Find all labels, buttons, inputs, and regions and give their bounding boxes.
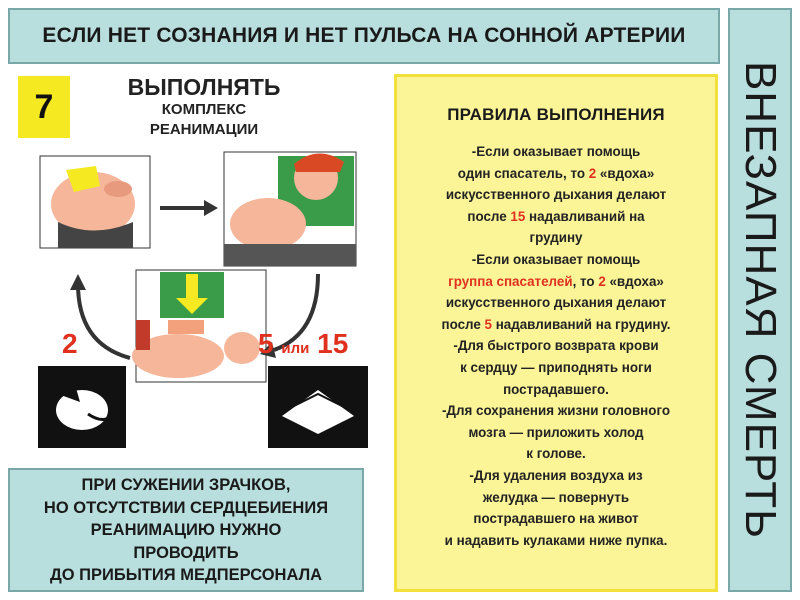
arrow-right-icon bbox=[160, 200, 218, 216]
step-subtitle-2: РЕАНИМАЦИИ bbox=[149, 121, 259, 138]
bottom-note-line: ДО ПРИБЫТИЯ МЕДПЕРСОНАЛА bbox=[49, 566, 323, 584]
compression-count bbox=[258, 328, 348, 360]
chest-compression-panel bbox=[132, 270, 266, 382]
compression-icon bbox=[268, 366, 368, 448]
header-banner bbox=[8, 8, 720, 64]
step-title bbox=[72, 74, 336, 140]
step-title-main: ВЫПОЛНЯТЬ bbox=[127, 74, 281, 100]
step-number-badge bbox=[18, 76, 70, 138]
resuscitation-illustration bbox=[18, 144, 388, 456]
rule-line: и надавить кулаками ниже пупка. bbox=[444, 532, 668, 548]
rule-line: к сердцу — приподнять ноги bbox=[460, 359, 652, 375]
compression-count-b: 15 bbox=[317, 328, 349, 359]
bottom-note-line: РЕАНИМАЦИЮ НУЖНО bbox=[90, 521, 282, 539]
rule-line: после 5 надавливаний на грудину. bbox=[441, 316, 671, 332]
rule-line: пострадавшего на живот bbox=[473, 511, 639, 527]
rule-line: желудка — повернуть bbox=[482, 489, 630, 505]
header-title: ЕСЛИ НЕТ СОЗНАНИЯ И НЕТ ПУЛЬСА НА СОННОЙ АРТЕРИИ bbox=[42, 24, 686, 47]
rule-line: -Для удаления воздуха из bbox=[469, 467, 643, 483]
breath-icon bbox=[38, 366, 126, 448]
rule-line: мозга — приложить холод bbox=[468, 424, 644, 440]
rule-line: -Если оказывает помощь bbox=[471, 144, 641, 159]
arrow-curve-left-icon bbox=[78, 284, 130, 358]
step-subtitle-1: КОМПЛЕКС bbox=[161, 101, 247, 118]
breath-count: 2 bbox=[62, 328, 78, 359]
rule-line: -Если оказывает помощь bbox=[471, 251, 641, 267]
bottom-note-line: ПРОВОДИТЬ bbox=[133, 543, 239, 562]
rule-line: -Для сохранения жизни головного bbox=[441, 403, 671, 419]
rules-body bbox=[397, 141, 715, 551]
compression-or: или bbox=[281, 340, 310, 357]
rule-line: искусственного дыхания делают bbox=[445, 295, 667, 311]
rules-title: ПРАВИЛА ВЫПОЛНЕНИЯ bbox=[447, 105, 665, 124]
rule-line: искусственного дыхания делают bbox=[445, 187, 667, 203]
rule-line: группа спасателей, то 2 «вдоха» bbox=[448, 273, 664, 289]
rule-line: к голове. bbox=[526, 446, 586, 462]
step-number: 7 bbox=[34, 87, 54, 126]
bottom-note-line: ПРИ СУЖЕНИИ ЗРАЧКОВ, bbox=[81, 476, 291, 494]
bottom-note bbox=[8, 468, 364, 592]
compression-count-a: 5 bbox=[258, 328, 274, 359]
rule-line: после 15 надавливаний на bbox=[467, 208, 645, 224]
rules-panel bbox=[394, 74, 718, 592]
rule-line: -Для быстрого возврата крови bbox=[453, 338, 659, 354]
rule-line: грудину bbox=[529, 230, 583, 246]
rule-line: пострадавшего. bbox=[503, 381, 609, 397]
rule-line: один спасатель, то 2 «вдоха» bbox=[457, 165, 655, 181]
rescue-breath-panel bbox=[40, 156, 150, 248]
bottom-note-line: НО ОТСУТСТВИИ СЕРДЦЕБИЕНИЯ bbox=[43, 498, 329, 517]
side-title: ВНЕЗАПНАЯ СМЕРТЬ bbox=[736, 60, 785, 540]
rescuer-panel bbox=[224, 152, 356, 266]
side-banner bbox=[728, 8, 792, 592]
